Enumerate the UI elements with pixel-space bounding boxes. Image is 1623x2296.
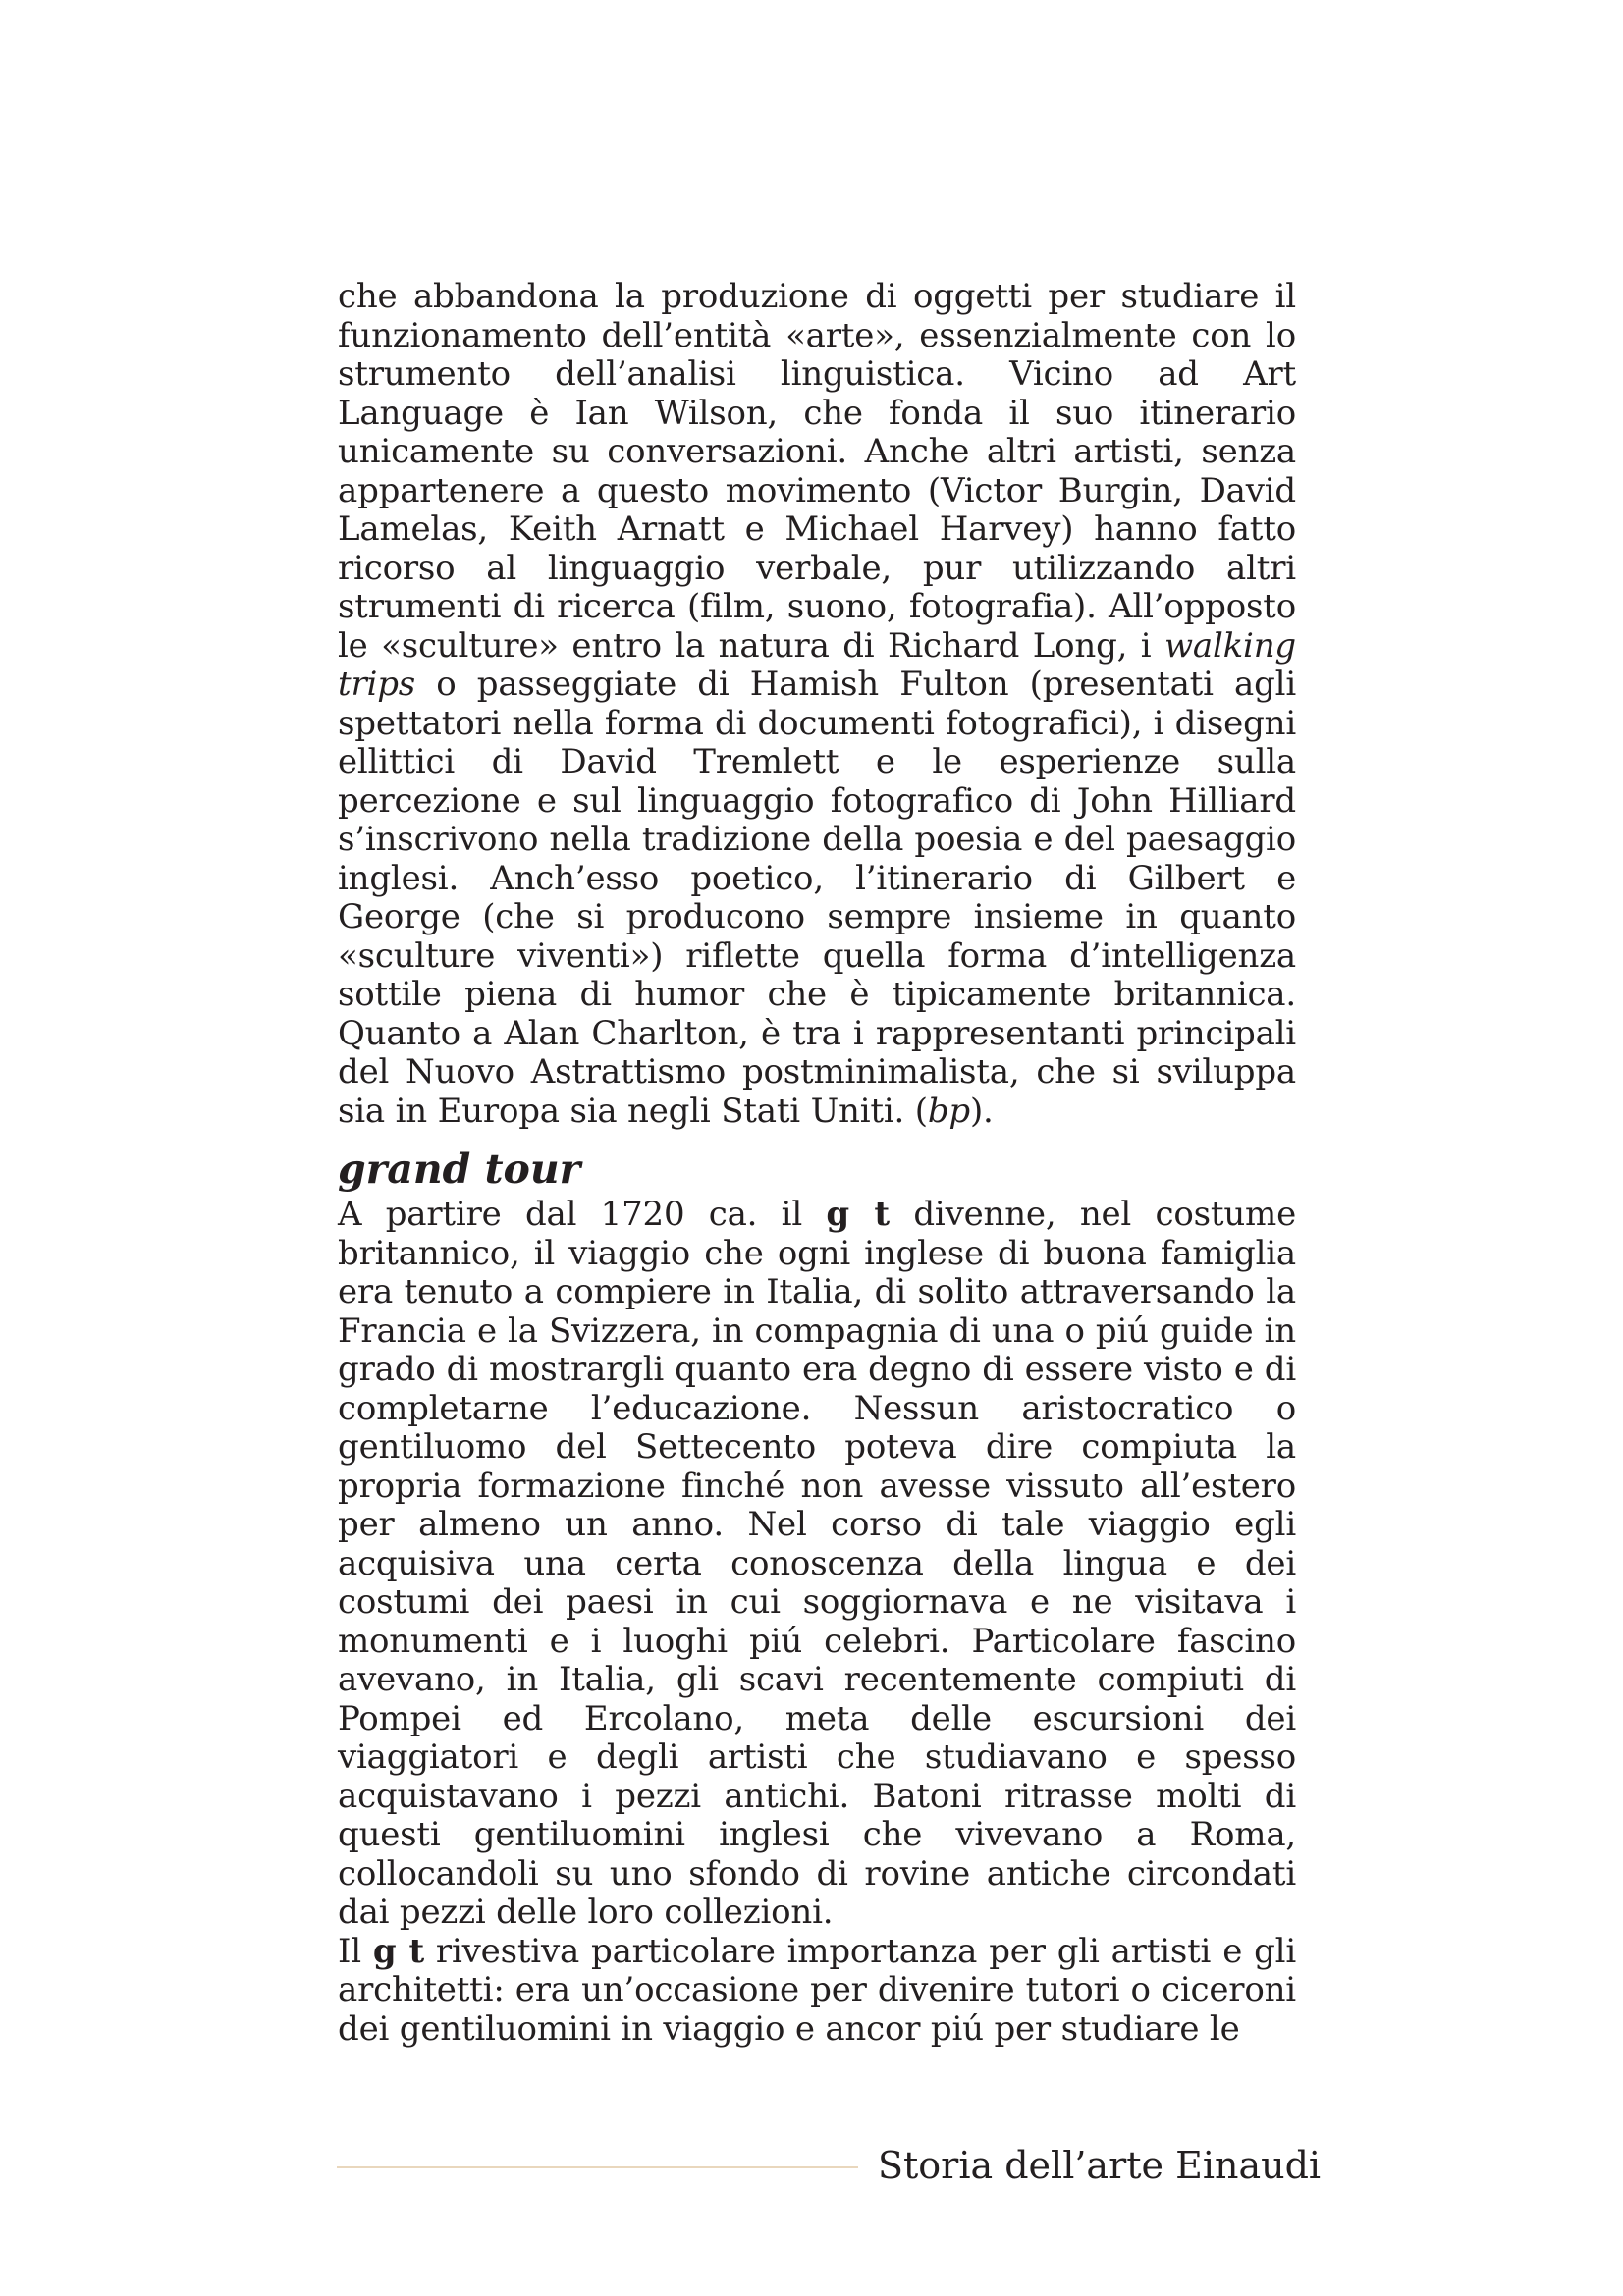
text-run: ). <box>969 1091 994 1131</box>
entry-abbreviation: g t <box>372 1931 424 1971</box>
footer-rule <box>337 2166 858 2168</box>
entry-paragraph <box>338 1196 1296 1933</box>
footer-title: Storia dell’arte Einaudi <box>878 2144 1322 2187</box>
text-run: A partire dal 1720 ca. il <box>338 1195 827 1234</box>
text-run: rivestiva particolare importanza per gli artisti e gli architetti: era un’occasione per divenire tutori o ciceroni dei gentiluomini in viaggio e ancor piú per studiare le <box>338 1931 1296 2049</box>
entry-paragraph <box>338 1933 1296 2050</box>
entry-heading: grand tour <box>338 1146 581 1193</box>
text-run: Il <box>338 1931 373 1971</box>
italic-term: walking trips <box>338 625 1296 704</box>
text-run: divenne, nel costume britannico, il viaggio che ogni inglese di buona famiglia era tenuto a compiere in Italia, di solito attraversando la Francia e la Svizzera, in compagnia di una o piú guide in grado di mostrargli quanto era degno di essere visto e di completarne l’educazione. Nessun aristocratico o gentiluomo del Settecento poteva dire compiuta la propria formazione finché non avesse vissuto all’estero per almeno un anno. Nel corso di tale viaggio egli acquisiva una certa conoscenza della lingua e dei costumi dei paesi in cui soggiornava e ne visitava i monumenti e i luoghi piú celebri. Particolare fascino avevano, in Italia, gli scavi recentemente compiuti di Pompei ed Ercolano, meta delle escursioni dei viaggiatori e degli artisti che studiavano e spesso acquistavano i pezzi antichi. Batoni ritrasse molti di questi gentiluomini inglesi che vivevano a Roma, collocandoli su uno sfondo di rovine antiche circondati dai pezzi delle loro collezioni. <box>338 1195 1296 1932</box>
entry-abbreviation: g t <box>826 1195 890 1234</box>
author-initials: bp <box>927 1091 970 1131</box>
text-column <box>338 278 1296 2049</box>
text-run: o passeggiate di Hamish Fulton (presentati agli spettatori nella forma di documenti fotografici), i disegni ellittici di David Tremlett e le esperienze sulla percezione e sul linguaggio fotografico di John Hilliard s’inscrivono nella tradizione della poesia e del paesaggio inglesi. Anch’esso poetico, l’itinerario di Gilbert e George (che si producono sempre insieme in quanto «sculture viventi») riflette quella forma d’intelligenza sottile piena di humor che è tipicamente britannica. Quanto a Alan Charlton, è tra i rappresentanti principali del Nuovo Astrattismo postminimalista, che si sviluppa sia in Europa sia negli Stati Uniti. ( <box>338 665 1296 1131</box>
text-run: che abbandona la produzione di oggetti per studiare il funzionamento dell’entità «arte», essenzialmente con lo strumento dell’analisi linguistica. Vicino ad Art Language è Ian Wilson, che fonda il suo itinerario unicamente su conversazioni. Anche altri artisti, senza appartenere a questo movimento (Victor Burgin, David Lamelas, Keith Arnatt e Michael Harvey) hanno fatto ricorso al linguaggio verbale, pur utilizzando altri strumenti di ricerca (film, suono, fotografia). All’opposto le «sculture» entro la natura di Richard Long, i <box>338 277 1296 666</box>
entry-continuation-paragraph <box>338 278 1296 1131</box>
